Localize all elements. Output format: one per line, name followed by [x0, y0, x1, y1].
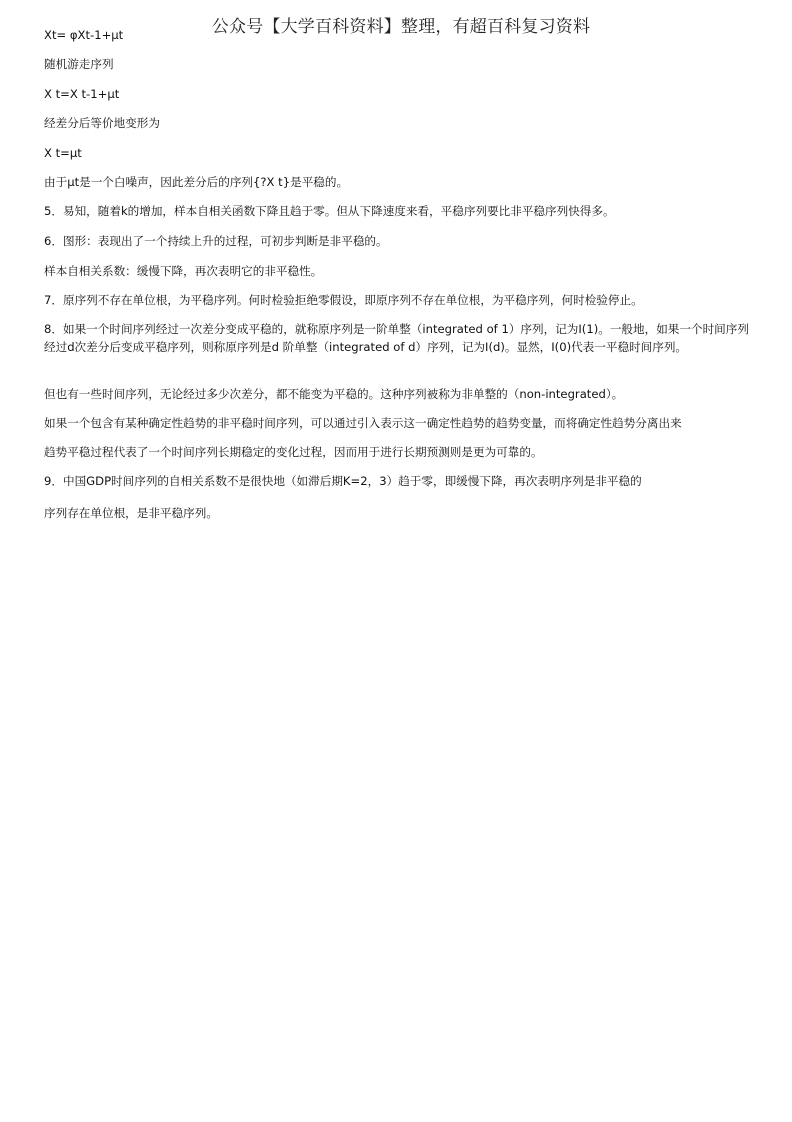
- heading-random-walk: 随机游走序列: [44, 57, 114, 71]
- paragraph-item-8: 8．如果一个时间序列经过一次差分变成平稳的，就称原序列是一阶单整（integrated of 1）序列，记为I(1)。一般地，如果一个时间序列经过d次差分后变成平稳序列，则称原序列是d 阶单整（integrated of d）序列，记为I(d)。显然，I(0)代表一平稳时间序列。: [44, 322, 749, 354]
- paragraph-non-integrated: 但也有一些时间序列，无论经过多少次差分，都不能变为平稳的。这种序列被称为非单整的（non-integrated）。: [44, 387, 624, 401]
- paragraph-item-7: 7．原序列不存在单位根，为平稳序列。何时检验拒绝零假设，即原序列不存在单位根，为平稳序列，何时检验停止。: [44, 293, 643, 307]
- paragraph-trend-stationary: 趋势平稳过程代表了一个时间序列长期稳定的变化过程，因而用于进行长期预测则是更为可靠的。: [44, 445, 543, 459]
- equation-random-walk: X t=X t-1+μt: [44, 87, 120, 101]
- paragraph-unit-root-conclusion: 序列存在单位根，是非平稳序列。: [44, 506, 218, 520]
- paragraph-white-noise: 由于μt是一个白噪声，因此差分后的序列{?X t}是平稳的。: [44, 175, 349, 189]
- text-difference-transform: 经差分后等价地变形为: [44, 116, 160, 130]
- paragraph-sample-acf: 样本自相关系数：缓慢下降，再次表明它的非平稳性。: [44, 264, 323, 278]
- header-watermark: 公众号【大学百科资料】整理，有超百科复习资料: [211, 17, 591, 37]
- paragraph-item-9: 9．中国GDP时间序列的自相关系数不是很快地（如滞后期K=2，3）趋于零，即缓慢下降，再次表明序列是非平稳的: [44, 474, 642, 488]
- paragraph-deterministic-trend: 如果一个包含有某种确定性趋势的非平稳时间序列，可以通过引入表示这一确定性趋势的趋势变量，而将确定性趋势分离出来: [44, 416, 682, 430]
- equation-differenced: X t=μt: [44, 146, 82, 160]
- paragraph-item-5: 5．易知，随着k的增加，样本自相关函数下降且趋于零。但从下降速度来看，平稳序列要比非平稳序列快得多。: [44, 204, 615, 218]
- paragraph-item-6: 6．图形：表现出了一个持续上升的过程，可初步判断是非平稳的。: [44, 234, 388, 248]
- equation-ar1: Xt= φXt-1+μt: [44, 28, 124, 42]
